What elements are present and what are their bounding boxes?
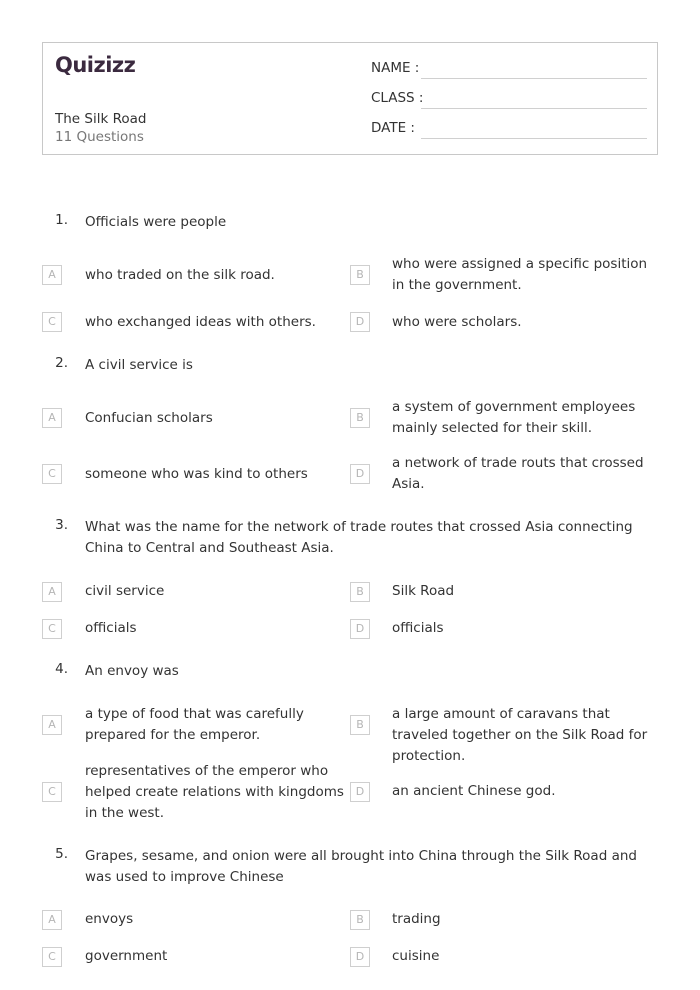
option-letter-box: A: [42, 408, 62, 428]
option-letter-box: C: [42, 947, 62, 967]
option-letter-box: B: [350, 408, 370, 428]
option-text: who were assigned a specific position in the government.: [392, 256, 648, 293]
option-letter-box: A: [42, 910, 62, 930]
option-text: cuisine: [392, 948, 440, 964]
date-label: DATE :: [371, 120, 415, 136]
option-letter-box: A: [42, 582, 62, 602]
date-line: [421, 138, 647, 139]
option-text: a large amount of caravans that traveled together on the Silk Road for protection.: [392, 706, 648, 764]
option-text: a type of food that was carefully prepared for the emperor.: [85, 706, 304, 743]
question-number: 4.: [55, 661, 68, 677]
option-text: an ancient Chinese god.: [392, 783, 556, 799]
option-letter-box: C: [42, 782, 62, 802]
question-text: A civil service is: [85, 357, 193, 373]
question-number: 5.: [55, 846, 68, 862]
question-text: An envoy was: [85, 663, 179, 679]
quizizz-logo: Quizizz: [55, 53, 136, 77]
option-letter-box: B: [350, 715, 370, 735]
class-label: CLASS :: [371, 90, 424, 106]
option-text: officials: [85, 620, 137, 636]
option-letter-box: D: [350, 312, 370, 332]
option-letter-box: D: [350, 464, 370, 484]
question-number: 1.: [55, 212, 68, 228]
question-text: What was the name for the network of trade routes that crossed Asia connecting China to Central and Southeast Asia.: [85, 519, 633, 556]
option-text: civil service: [85, 583, 165, 599]
option-letter-box: D: [350, 782, 370, 802]
option-letter-box: C: [42, 619, 62, 639]
question-text: Grapes, sesame, and onion were all brought into China through the Silk Road and was used to improve Chinese: [85, 848, 637, 885]
name-line: [421, 78, 647, 79]
option-text: who exchanged ideas with others.: [85, 314, 316, 330]
question-count: 11 Questions: [55, 129, 144, 145]
option-text: government: [85, 948, 168, 964]
question-number: 3.: [55, 517, 68, 533]
option-text: trading: [392, 911, 441, 927]
option-text: Confucian scholars: [85, 410, 213, 426]
option-text: a system of government employees mainly selected for their skill.: [392, 399, 636, 436]
name-label: NAME :: [371, 60, 420, 76]
option-letter-box: D: [350, 619, 370, 639]
option-text: a network of trade routs that crossed Asia.: [392, 455, 644, 492]
option-letter-box: C: [42, 464, 62, 484]
option-text: Silk Road: [392, 583, 455, 599]
option-text: someone who was kind to others: [85, 466, 308, 482]
worksheet-header: [42, 42, 658, 155]
option-letter-box: B: [350, 582, 370, 602]
class-line: [421, 108, 647, 109]
worksheet-title: The Silk Road: [55, 111, 147, 127]
option-text: envoys: [85, 911, 134, 927]
option-text: who were scholars.: [392, 314, 522, 330]
option-letter-box: B: [350, 910, 370, 930]
question-number: 2.: [55, 355, 68, 371]
option-text: who traded on the silk road.: [85, 267, 275, 283]
option-letter-box: B: [350, 265, 370, 285]
option-text: officials: [392, 620, 444, 636]
question-text: Officials were people: [85, 214, 227, 230]
option-letter-box: C: [42, 312, 62, 332]
option-letter-box: D: [350, 947, 370, 967]
option-letter-box: A: [42, 715, 62, 735]
option-letter-box: A: [42, 265, 62, 285]
option-text: representatives of the emperor who helped create relations with kingdoms in the west.: [85, 763, 344, 821]
